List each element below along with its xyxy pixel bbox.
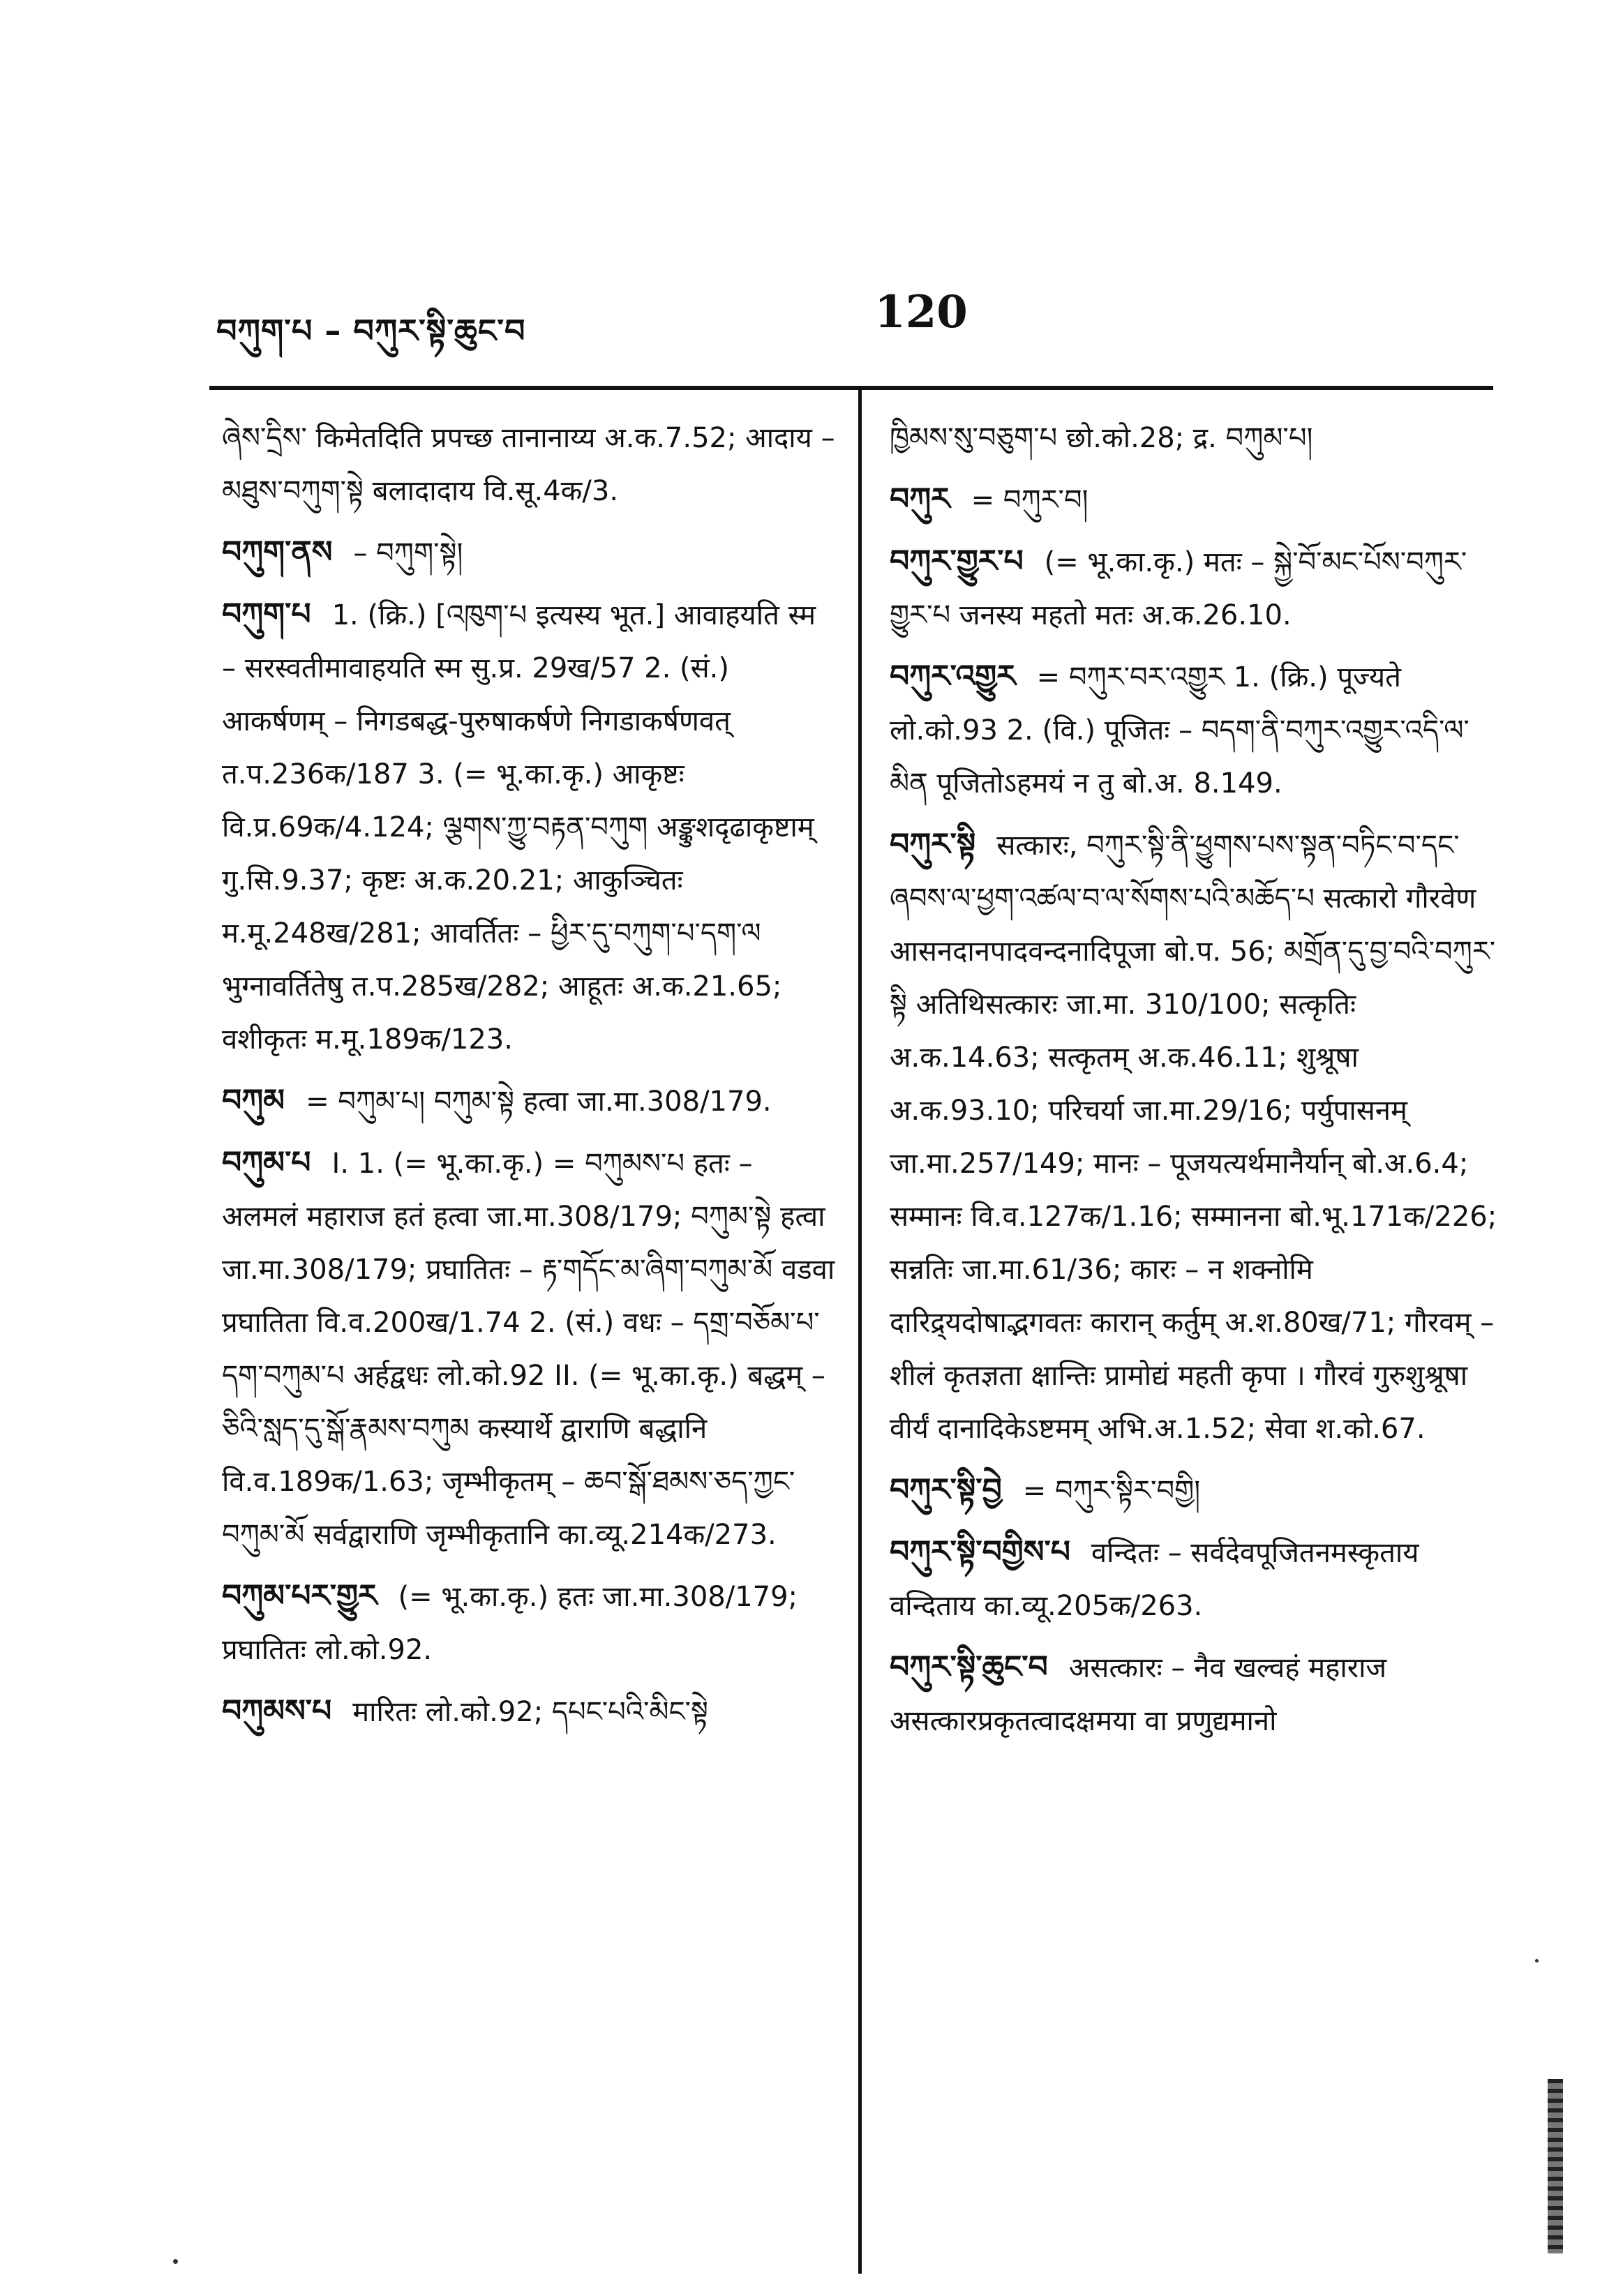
entry-headword: བཀུག་ནས [222,534,333,570]
entry-definition: ཁྱིམས་སུ་བཅུག་པ छो.को.28; द्र. བཀུམ་པ། [890,422,1313,454]
entry-headword: བཀུར་སྟི་བྱེ [890,1472,1002,1508]
dictionary-entry [890,1641,1504,1748]
entry-headword: བཀུར་གྱུར་པ [890,543,1024,579]
column-divider [858,390,862,2274]
left-column [222,412,836,1739]
dictionary-entry [222,412,836,518]
entry-headword: བཀུར [890,481,950,517]
entry-definition: (= भू.का.कृ.) हतः जा.मा.308/179; प्रघातितः लो.को.92. [222,1581,798,1666]
entry-headword: བཀུམས་པ [222,1693,332,1729]
entry-headword: བཀུམ་པ [222,1145,311,1180]
entry-definition: I. 1. (= भू.का.कृ.) = བཀུམས་པ हतः – अलमलं महाराज हतं हत्वा जा.मा.308/179; བཀུམ་སྟེ हत्वा जा.मा.308/179; प्रघातितः – རྟ་གདོང་མ་ཞིག་བཀུམ་མོ वडवा प्रघातिता वि.व.200ख/1.74 2. (सं.) वधः – དགྲ་བཅོམ་པ་དག་བཀུམ་པ अर्हद्वधः लो.को.92 II. (= भू.का.कृ.) बद्धम् – ཅིའི་སླད་དུ་སྒོ་རྣམས་བཀུམ कस्यार्थे द्वाराणि बद्धानि वि.व.189क/1.63; जृम्भीकृतम् – ཆབ་སྒོ་ཐམས་ཅད་ཀྱང་བཀུམ་མོ सर्वद्वाराणि जृम्भीकृतानि का.व्यू.214क/273. [222,1148,835,1551]
dictionary-entry [222,1136,836,1561]
entry-definition: सत्कारः, བཀུར་སྟི་ནི་ཕྱུགས་པས་སྟན་བཏིང་བ་དང་ཞབས་ལ་ཕྱག་འཚལ་བ་ལ་སོགས་པའི་མཆོད་པ सत्कारो गौरवेण आसनदानपादवन्दनादिपूजा बो.प. 56; མགྲོན་དུ་བྱ་བའི་བཀུར་སྟི अतिथिसत्कारः जा.मा. 310/100; सत्कृतिः अ.क.14.63; सत्कृतम् अ.क.46.11; शुश्रूषा अ.क.93.10; परिचर्या जा.मा.29/16; पर्युपासनम् जा.मा.257/149; मानः – पूजयत्यर्थमानैर्यान् बो.अ.6.4; सम्मानः वि.व.127क/1.16; सम्मानना बो.भू.171क/226; सन्नतिः जा.मा.61/36; कारः – न शक्नोमि दारिद्र्यदोषाद्भगवतः कारान् कर्तुम् अ.श.80ख/71; गौरवम् – शीलं कृतज्ञता क्षान्तिः प्रामोद्यं महती कृपा । गौरवं गुरुशुश्रूषा वीर्यं दानादिकेऽष्टमम् अभि.अ.1.52; सेवा श.को.67. [890,830,1497,1445]
scan-speck [173,2259,178,2264]
right-column [890,412,1504,1748]
dictionary-entry [222,1570,836,1676]
entry-definition: = བཀུར་བ། [971,484,1089,516]
entry-definition: असत्कारः – नैव खल्वहं महाराज असत्कारप्रकृतत्वादक्षमया वा प्रणुद्यमानो [890,1652,1387,1737]
entry-definition: = བཀུར་སྟིར་བགྱི། [1022,1475,1201,1507]
dictionary-entry [222,1074,836,1128]
entry-headword: བཀུག་པ [222,596,311,632]
entry-definition: मारितः लो.को.92; དཔང་པའི་མིང་སྟེ [352,1696,708,1728]
entry-definition: ཞེས་དྲིས་ किमेतदिति प्रपच्छ तानानाय्य अ.क.7.52; आदाय – མཐུས་བཀུག་སྟེ बलादादाय वि.सू.4क/3. [222,422,835,507]
entry-headword: བཀུར་སྟི་བགྱིས་པ [890,1534,1070,1570]
entry-definition: वन्दितः – सर्वदेवपूजितनमस्कृताय वन्दिताय का.व्यू.205क/263. [890,1537,1419,1622]
scan-edge-artifact [1548,2079,1563,2253]
dictionary-entry [222,1685,836,1739]
entry-definition: – བཀུག་སྟེ། [353,537,463,569]
dictionary-entry [222,526,836,580]
dictionary-entry [890,412,1504,465]
entry-definition: 1. (क्रि.) [འཁུག་པ इत्यस्य भूत.] आवाहयति स्म – सरस्वतीमावाहयति स्म सु.प्र. 29ख/57 2. (सं.) आकर्षणम् – निगडबद्ध-पुरुषाकर्षणे निगडाकर्षणवत् त.प.236क/187 3. (= भू.का.कृ.) आकृष्टः वि.प्र.69क/4.124; ལྕགས་ཀྱུ་བརྟན་བཀུག अङ्कुशदृढाकृष्टाम् गु.सि.9.37; कृष्टः अ.क.20.21; आकुञ्चितः म.मू.248ख/281; आवर्तितः – ཕྱིར་དུ་བཀུག་པ་དག་ལ भुग्नावर्तितेषु त.प.285ख/282; आहूतः अ.क.21.65; वशीकृतः म.मू.189क/123. [222,599,816,1056]
entry-headword: བཀུར་འགྱུར [890,659,1016,694]
page-number: 120 [874,286,968,338]
dictionary-entry [222,588,836,1066]
running-header [209,286,1493,350]
entry-headword: བཀུར་སྟི [890,827,976,862]
dictionary-entry [890,1526,1504,1633]
entry-definition: (= भू.का.कृ.) मतः – སྐྱེ་བོ་མང་པོས་བཀུར་གྱུར་པ जनस्य महतो मतः अ.क.26.10. [890,546,1467,631]
entry-headword: བཀུམ་པར་གྱུར [222,1578,377,1614]
header-rule [209,386,1493,390]
dictionary-entry [890,818,1504,1455]
entry-headword: བཀུར་སྟི་ཆུང་བ [890,1649,1048,1685]
entry-definition: = བཀུམ་པ། བཀུམ་སྟེ हत्वा जा.मा.308/179. [306,1086,772,1118]
scan-speck [1535,1959,1539,1963]
entry-definition: = བཀུར་བར་འགྱུར 1. (क्रि.) पूज्यते लो.को.93 2. (वि.) पूजितः – བདག་ནི་བཀུར་འགྱུར་འདི་ལ་མིན पूजितोऽहमयं न तु बो.अ. 8.149. [890,661,1469,800]
dictionary-entry [890,473,1504,527]
header-guide-words: བཀུག་པ – བཀུར་སྟི་ཆུང་བ [216,312,526,350]
dictionary-entry [890,1464,1504,1517]
dictionary-entry [890,650,1504,810]
entry-headword: བཀུམ [222,1083,285,1118]
dictionary-entry [890,535,1504,642]
